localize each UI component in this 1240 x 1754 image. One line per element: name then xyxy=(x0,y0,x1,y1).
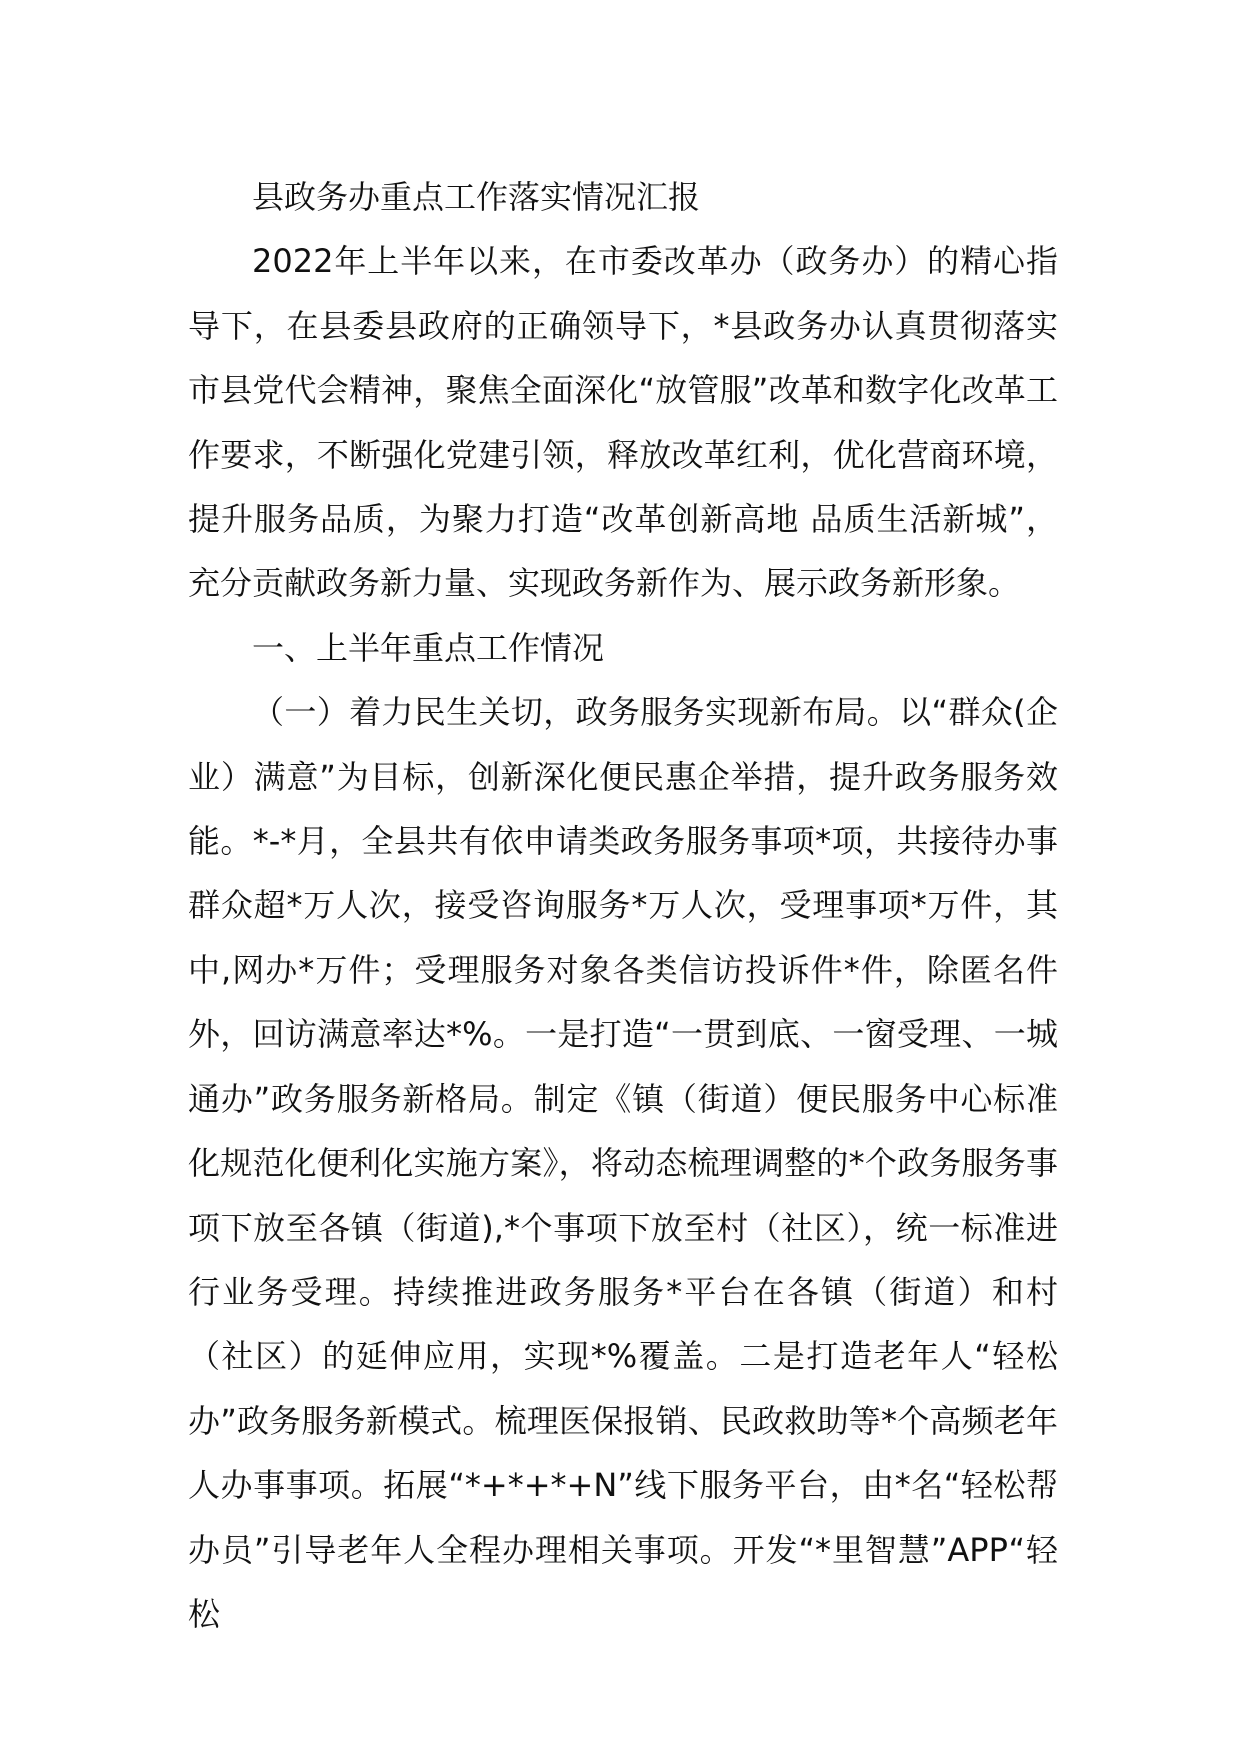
intro-paragraph: 2022年上半年以来，在市委改革办（政务办）的精心指导下，在县委县政府的正确领导下，*县政务办认真贯彻落实市县党代会精神，聚焦全面深化“放管服”改革和数字化改革工作要求，不断强化党建引领，释放改革红利，优化营商环境，提升服务品质，为聚力打造“改革创新高地 品质生活新城”，充分贡献政务新力量、实现政务新作为、展示政务新形象。 xyxy=(188,242,1058,603)
document-title: 县政务办重点工作落实情况汇报 xyxy=(252,178,701,216)
body-paragraph: （一）着力民生关切，政务服务实现新布局。以“群众(企业）满意”为目标，创新深化便民惠企举措，提升政务服务效能。*-*月，全县共有依申请类政务服务事项*项，共接待办事群众超*万人次，接受咨询服务*万人次，受理事项*万件，其中,网办*万件；受理服务对象各类信访投诉件*件，除匿名件外，回访满意率达*%。一是打造“一贯到底、一窗受理、一城通办”政务服务新格局。制定《镇（街道）便民服务中心标准化规范化便利化实施方案》，将动态梳理调整的*个政务服务事项下放至各镇（街道),*个事项下放至村（社区），统一标准进行业务受理。持续推进政务服务*平台在各镇（街道）和村（社区）的延伸应用，实现*%覆盖。二是打造老年人“轻松办”政务服务新模式。梳理医保报销、民政救助等*个高频老年人办事事项。拓展“*+*+*+N”线下服务平台，由*名“轻松帮办员”引导老年人全程办理相关事项。开发“*里智慧”APP“轻松 xyxy=(188,693,1058,1633)
document-body xyxy=(188,165,1058,1646)
section-heading: 一、上半年重点工作情况 xyxy=(252,628,605,667)
